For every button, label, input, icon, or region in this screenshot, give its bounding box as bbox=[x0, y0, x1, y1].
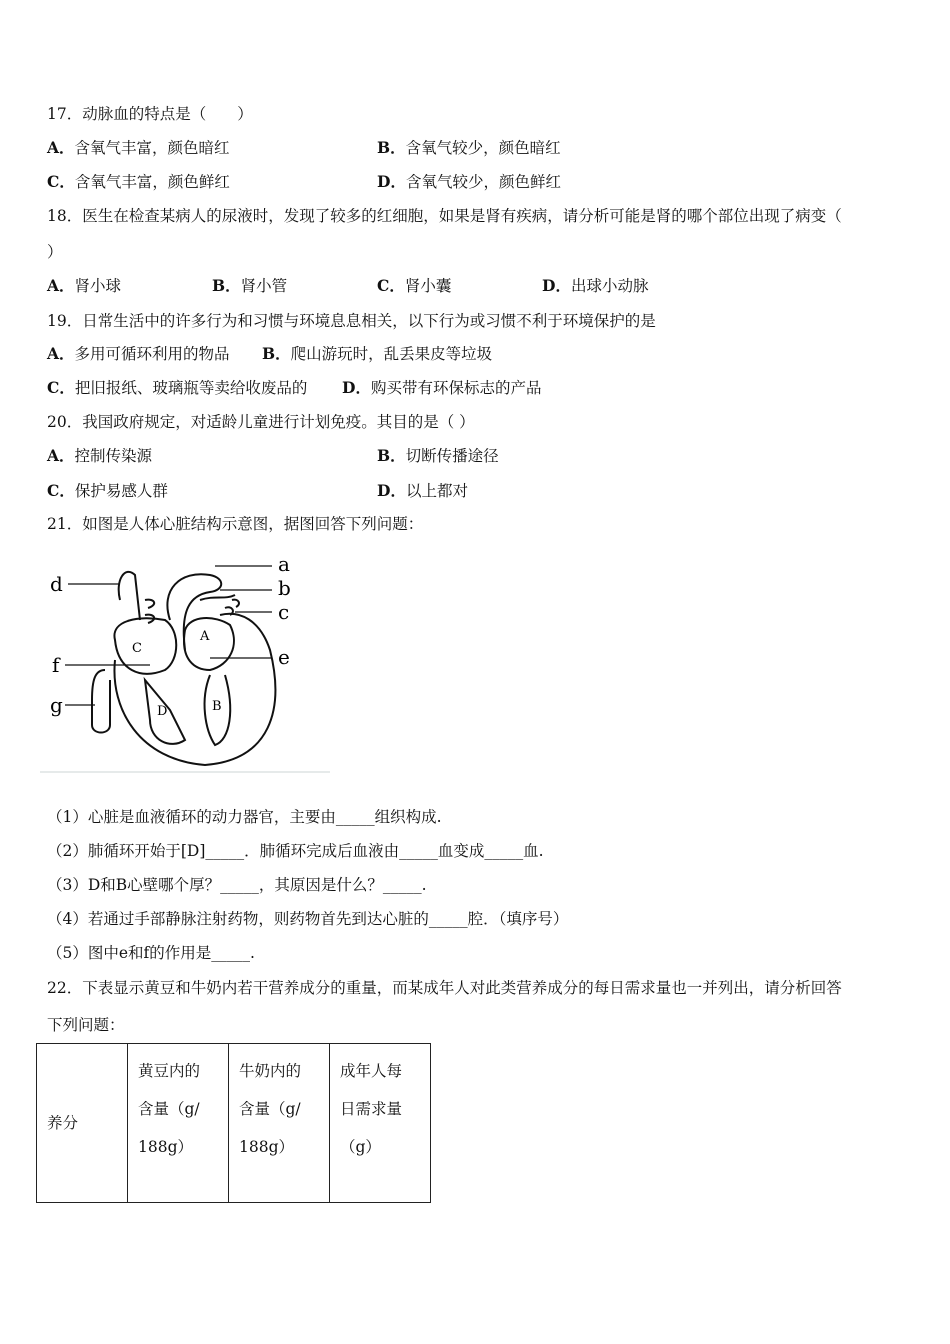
option-text: 切断传播途径 bbox=[405, 447, 499, 465]
q21-sub-1: （1）心脏是血液循环的动力器官，主要由_____组织构成. bbox=[47, 808, 442, 826]
nutrition-table bbox=[36, 1043, 431, 1203]
option-text: 出球小动脉 bbox=[570, 277, 649, 295]
option-letter: C． bbox=[47, 481, 75, 500]
q21-sub-3: （3）D和B心壁哪个厚？_____，其原因是什么？_____. bbox=[47, 876, 427, 894]
option-letter: C． bbox=[377, 276, 405, 295]
option-text: 肾小管 bbox=[240, 277, 288, 295]
option-letter: D． bbox=[542, 276, 571, 295]
heart-structure-diagram bbox=[40, 556, 330, 775]
q19-option-a[interactable] bbox=[47, 342, 230, 364]
label-f: f bbox=[52, 653, 60, 677]
option-letter: A． bbox=[47, 276, 75, 295]
q17-stem: 17．动脉血的特点是（ ） bbox=[47, 105, 253, 123]
label-c: c bbox=[278, 600, 290, 624]
q17-option-a[interactable] bbox=[47, 136, 230, 158]
option-text: 含氧气丰富，颜色鲜红 bbox=[74, 173, 230, 191]
label-e: e bbox=[278, 645, 290, 669]
q19-option-d[interactable] bbox=[342, 376, 541, 398]
q17-option-d[interactable] bbox=[377, 170, 561, 192]
table-row bbox=[37, 1044, 431, 1203]
option-text: 多用可循环利用的物品 bbox=[74, 345, 230, 363]
q18-option-d[interactable] bbox=[542, 274, 648, 296]
option-letter: B． bbox=[212, 276, 241, 295]
option-text: 把旧报纸、玻璃瓶等卖给收废品的 bbox=[74, 379, 308, 397]
chamber-a: A bbox=[200, 629, 210, 644]
option-letter: C． bbox=[47, 378, 75, 397]
label-g: g bbox=[50, 693, 63, 717]
option-letter: B． bbox=[377, 138, 406, 157]
q20-stem: 20．我国政府规定，对适龄儿童进行计划免疫。其目的是（ ） bbox=[47, 413, 475, 431]
q19-option-b[interactable] bbox=[262, 342, 492, 364]
chamber-c: C bbox=[132, 641, 142, 656]
header-milk: 牛奶内的 含量（g/ 188g） bbox=[229, 1044, 330, 1203]
q19-stem: 19．日常生活中的许多行为和习惯与环境息息相关，以下行为或习惯不利于环境保护的是 bbox=[47, 312, 656, 330]
q18-option-a[interactable] bbox=[47, 274, 121, 296]
option-text: 肾小球 bbox=[74, 277, 122, 295]
chamber-b: B bbox=[212, 699, 222, 714]
option-letter: A． bbox=[47, 446, 75, 465]
q19-option-c[interactable] bbox=[47, 376, 307, 398]
option-text: 保护易感人群 bbox=[74, 482, 168, 500]
label-a: a bbox=[278, 556, 290, 576]
option-text: 含氧气较少，颜色暗红 bbox=[405, 139, 561, 157]
q20-option-b[interactable] bbox=[377, 444, 499, 466]
q20-option-a[interactable] bbox=[47, 444, 152, 466]
option-text: 以上都对 bbox=[405, 482, 468, 500]
option-letter: B． bbox=[377, 446, 406, 465]
q18-option-c[interactable] bbox=[377, 274, 451, 296]
option-text: 购买带有环保标志的产品 bbox=[370, 379, 542, 397]
option-letter: A． bbox=[47, 344, 75, 363]
q17-option-b[interactable] bbox=[377, 136, 561, 158]
q20-option-c[interactable] bbox=[47, 479, 168, 501]
q21-sub-5: （5）图中e和f的作用是_____. bbox=[47, 944, 255, 962]
option-letter: B． bbox=[262, 344, 291, 363]
q21-stem: 21．如图是人体心脏结构示意图，据图回答下列问题： bbox=[47, 515, 424, 533]
q21-sub-4: （4）若通过手部静脉注射药物，则药物首先到达心脏的_____腔．（填序号） bbox=[47, 910, 569, 928]
option-text: 肾小囊 bbox=[404, 277, 452, 295]
option-letter: D． bbox=[377, 172, 406, 191]
option-letter: A． bbox=[47, 138, 75, 157]
option-letter: D． bbox=[342, 378, 371, 397]
option-text: 爬山游玩时，乱丢果皮等垃圾 bbox=[290, 345, 493, 363]
q18-stem: 18．医生在检查某病人的尿液时，发现了较多的红细胞，如果是肾有疾病，请分析可能是肾的哪个部位出现了病变（ bbox=[47, 207, 842, 225]
q18-option-b[interactable] bbox=[212, 274, 287, 296]
header-nutrient: 养分 bbox=[37, 1044, 128, 1203]
header-soybean: 黄豆内的 含量（g/ 188g） bbox=[128, 1044, 229, 1203]
option-text: 含氧气较少，颜色鲜红 bbox=[405, 173, 561, 191]
label-b: b bbox=[278, 576, 291, 600]
q17-option-c[interactable] bbox=[47, 170, 230, 192]
option-text: 含氧气丰富，颜色暗红 bbox=[74, 139, 230, 157]
label-d: d bbox=[50, 572, 63, 596]
q21-sub-2: （2）肺循环开始于[D]_____．肺循环完成后血液由_____血变成_____血. bbox=[47, 842, 544, 860]
header-daily-need: 成年人每 日需求量 （g） bbox=[330, 1044, 431, 1203]
q18-stem-cont: ） bbox=[47, 243, 63, 261]
chamber-d: D bbox=[157, 704, 168, 719]
q22-stem-cont: 下列问题： bbox=[47, 1016, 125, 1034]
option-text: 控制传染源 bbox=[74, 447, 153, 465]
option-letter: D． bbox=[377, 481, 406, 500]
q20-option-d[interactable] bbox=[377, 479, 468, 501]
option-letter: C． bbox=[47, 172, 75, 191]
q22-stem: 22．下表显示黄豆和牛奶内若干营养成分的重量，而某成年人对此类营养成分的每日需求量也一并列出，请分析回答 bbox=[47, 979, 842, 997]
